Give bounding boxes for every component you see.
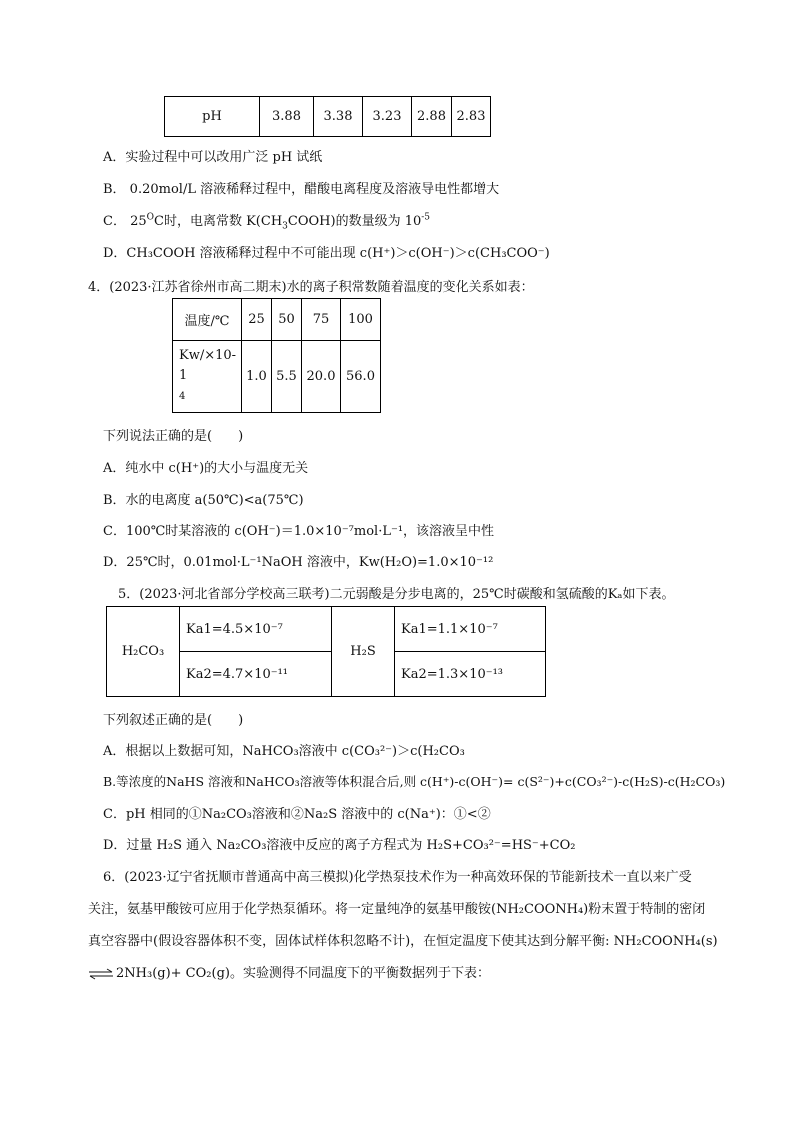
ka-table-acid1-ka2: Ka2=4.7×10⁻¹¹	[180, 652, 332, 697]
q3-option-d: D．CH₃COOH 溶液稀释过程中不可能出现 c(H⁺)＞c(OH⁻)＞c(CH₃COO⁻)	[103, 246, 550, 261]
q6-line-2: 关注，氨基甲酸铵可应用于化学热泵循环。将一定量纯净的氨基甲酸铵(NH₂COONH₄)粉末置于特制的密闭	[88, 902, 706, 917]
ph-table	[164, 96, 491, 137]
ph-value: 2.88	[412, 97, 452, 137]
q6-line-3: 真空容器中(假设容器体积不变，固体试样体积忽略不计)，在恒定温度下使其达到分解平衡: NH₂COONH₄(s)	[88, 934, 718, 949]
q3-option-b: B． 0.20mol/L 溶液稀释过程中，醋酸电离程度及溶液导电性都增大	[103, 182, 500, 197]
ph-value: 3.38	[314, 97, 363, 137]
q4-stem: 4．(2023·江苏省徐州市高二期末)水的离子积常数随着温度的变化关系如表：	[88, 280, 534, 295]
kw-table-kw: 1.0	[242, 341, 272, 413]
ka-table-acid2: H₂S	[332, 607, 395, 697]
q5-option-b: B.等浓度的NaHS 溶液和NaHCO₃溶液等体积混合后,则 c(H⁺)-c(OH⁻)= c(S²⁻)+c(CO₃²⁻)-c(H₂S)-c(H₂CO₃)	[103, 774, 726, 789]
kw-table-kw: 56.0	[341, 341, 381, 413]
q5-option-c: C．pH 相同的①Na₂CO₃溶液和②Na₂S 溶液中的 c(Na⁺)：①<②	[103, 807, 491, 822]
q4-option-c: C．100℃时某溶液的 c(OH⁻)＝1.0×10⁻⁷mol·L⁻¹，该溶液呈中性	[103, 524, 495, 539]
kw-table-temp-label: 温度/℃	[173, 299, 242, 341]
kw-table-temp: 75	[302, 299, 341, 341]
ka-table	[106, 606, 546, 697]
q5-stem: 5．(2023·河北省部分学校高三联考)二元弱酸是分步电离的，25℃时碳酸和氢硫酸的Kₐ如下表。	[118, 587, 675, 602]
equilibrium-arrow-icon	[88, 968, 114, 980]
q5-prompt: 下列叙述正确的是( )	[103, 713, 244, 728]
kw-table-temp: 50	[272, 299, 302, 341]
q5-option-d: D．过量 H₂S 通入 Na₂CO₃溶液中反应的离子方程式为 H₂S+CO₃²⁻=HS⁻+CO₂	[103, 838, 576, 853]
q6-line-1: 6．(2023·辽宁省抚顺市普通高中高三模拟)化学热泵技术作为一种高效环保的节能新技术一直以来广受	[103, 870, 692, 885]
kw-table-kw: 5.5	[272, 341, 302, 413]
q5-option-a: A．根据以上数据可知，NaHCO₃溶液中 c(CO₃²⁻)＞c(H₂CO₃	[103, 744, 465, 759]
ka-table-acid2-ka2: Ka2=1.3×10⁻¹³	[395, 652, 546, 697]
ph-value: 3.88	[260, 97, 314, 137]
q4-prompt: 下列说法正确的是( )	[103, 429, 244, 444]
q4-option-b: B．水的电离度 a(50℃)<a(75℃)	[103, 493, 304, 508]
q4-option-a: A．纯水中 c(H⁺)的大小与温度无关	[103, 461, 309, 476]
ka-table-acid1: H₂CO₃	[107, 607, 180, 697]
q3-option-a: A．实验过程中可以改用广泛 pH 试纸	[103, 150, 323, 165]
ph-value: 3.23	[363, 97, 412, 137]
kw-table	[172, 298, 381, 413]
q3-option-c: C． $25^OC$时，电离常数 $K(CH_3COOH)$的数量级为 $10^{-5}$	[103, 212, 431, 232]
q4-option-d: D．25℃时，0.01mol·L⁻¹NaOH 溶液中，Kw(H₂O)=1.0×10⁻¹²	[103, 555, 494, 570]
kw-table-kw: 20.0	[302, 341, 341, 413]
ph-header: pH	[165, 97, 260, 137]
kw-table-kw-label: Kw/×10-1 4	[173, 341, 242, 413]
ph-value: 2.83	[452, 97, 491, 137]
kw-table-temp: 100	[341, 299, 381, 341]
ka-table-acid2-ka1: Ka1=1.1×10⁻⁷	[395, 607, 546, 652]
ka-table-acid1-ka1: Ka1=4.5×10⁻⁷	[180, 607, 332, 652]
q6-line-4: 2NH₃(g)+ CO₂(g)。实验测得不同温度下的平衡数据列于下表：	[88, 962, 490, 981]
kw-table-temp: 25	[242, 299, 272, 341]
